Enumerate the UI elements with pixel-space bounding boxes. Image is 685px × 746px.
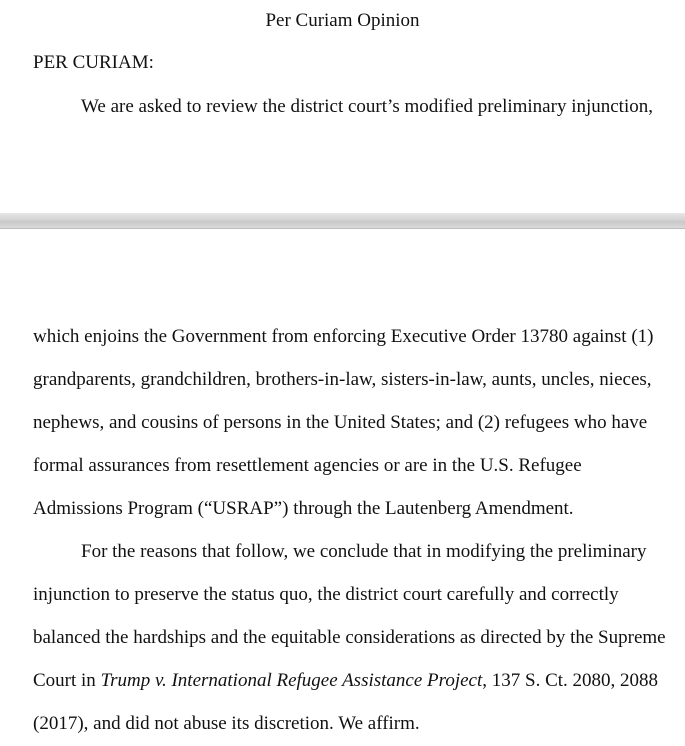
paragraph2-line: For the reasons that follow, we conclude that in modifying the preliminary [81,541,647,562]
opening-sentence-line: We are asked to review the district court’s modified preliminary injunction, [81,96,653,117]
paragraph1-line: Admissions Program (“USRAP”) through the Lautenberg Amendment. [33,498,574,519]
citation-suffix: , 137 S. Ct. 2080, 2088 [482,670,659,691]
paragraph2-line: injunction to preserve the status quo, the district court carefully and correctly [33,584,619,605]
paragraph1-line: formal assurances from resettlement agencies or are in the U.S. Refugee [33,455,582,476]
citation-prefix: Court in [33,670,101,691]
paragraph2-final-line: (2017), and did not abuse its discretion. We affirm. [33,713,420,734]
case-name-citation: Trump v. International Refugee Assistance Project [100,670,483,691]
opinion-heading: PER CURIAM: [33,52,154,73]
citation-line [33,668,658,694]
page-break-edge [0,228,685,229]
paragraph1-line: nephews, and cousins of persons in the United States; and (2) refugees who have [33,412,648,433]
page-header: Per Curiam Opinion [265,10,420,31]
paragraph2-line: balanced the hardships and the equitable considerations as directed by the Supreme [33,627,666,648]
paragraph1-line: grandparents, grandchildren, brothers-in-law, sisters-in-law, aunts, uncles, nieces, [33,369,652,390]
page-break [0,213,685,229]
paragraph1-line: which enjoins the Government from enforcing Executive Order 13780 against (1) [33,326,654,347]
